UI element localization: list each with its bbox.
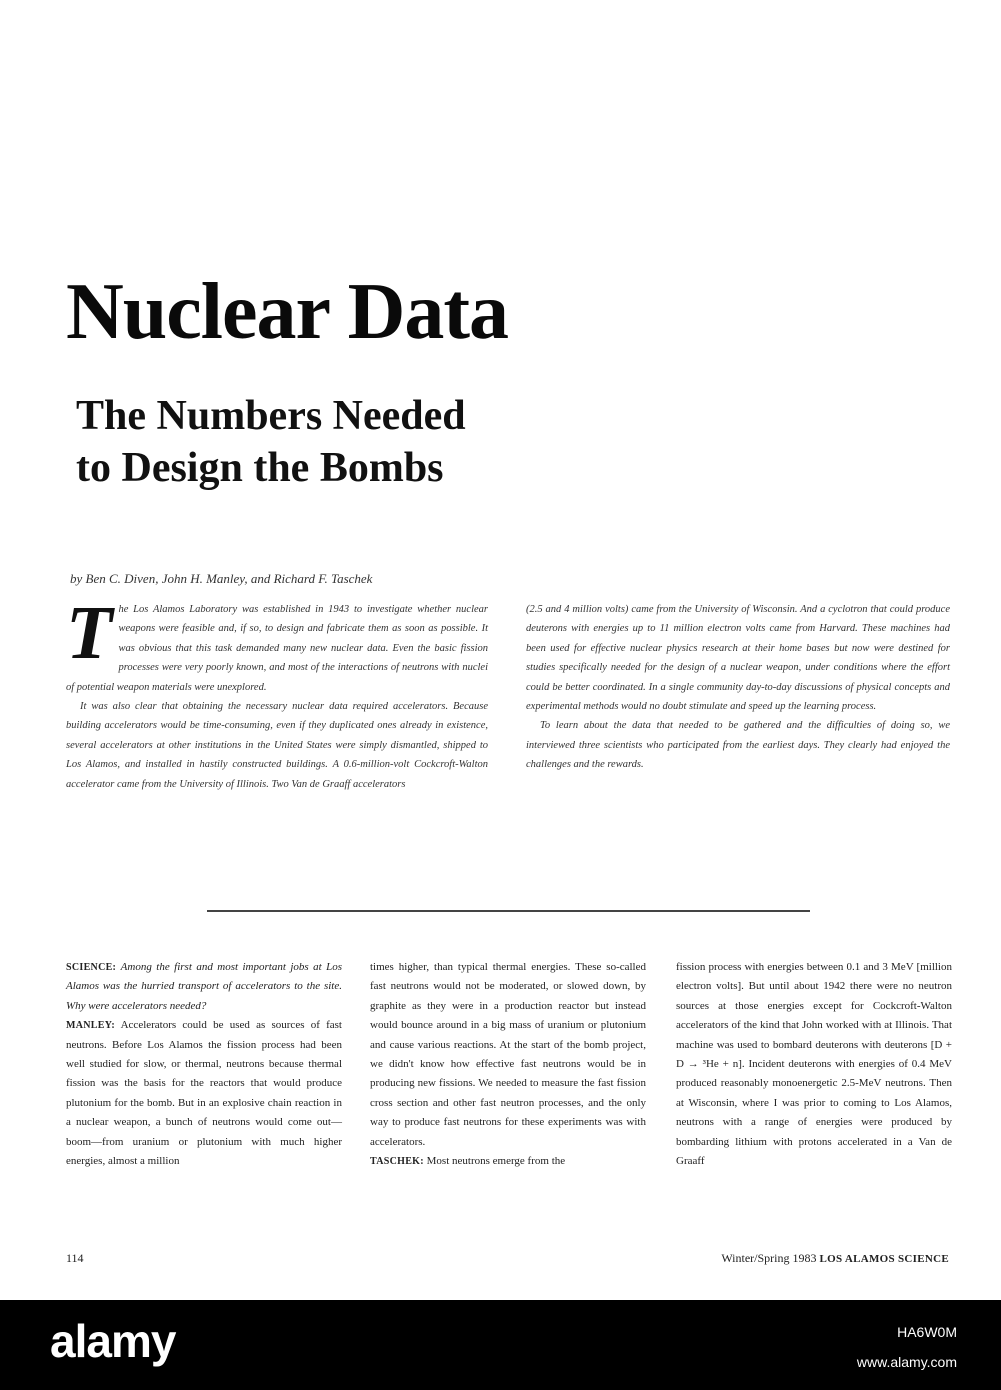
interview-column-1: [66, 958, 342, 1171]
issue-date: Winter/Spring 1983: [721, 1251, 817, 1265]
answer-taschek-continued: fission process with energies between 0.1 and 3 MeV [million electron volts]. But until about 1942 there were no neutron sources at those energies except for Cockcroft-Walton accelerators of the kind that John worked with at Illinois. That machine was used to bombard deuterons with deuterons [D + D → ³He + n]. Incident deuterons with energies of 0.4 MeV produced reasonably monoenergetic 2.5-MeV neutrons. Then at Wisconsin, where I was prior to coming to Los Alamos, neutrons with a range of energies were produced by bombarding lithium with protons accelerated in a Van de Graaff: [676, 961, 952, 1168]
subtitle-line-1: The Numbers Needed: [76, 393, 466, 439]
intro-paragraph-1: The Los Alamos Laboratory was established in 1943 to investigate whether nuclear weapons were feasible and, if so, to design and fabricate them as soon as possible. It was obvious that this task demanded many new nuclear data. Even the basic fission processes were very poorly known, and most of the interactions of neutrons with nuclei of potential weapon materials were unexplored.: [66, 591, 488, 693]
speaker-taschek: TASCHEK:: [370, 1156, 424, 1168]
issue-footer: [721, 1251, 949, 1266]
intro-column-left: [66, 591, 488, 794]
watermark-url: www.alamy.com: [856, 1354, 957, 1370]
byline: by Ben C. Diven, John H. Manley, and Richard F. Taschek: [70, 571, 373, 586]
drop-cap: T: [66, 591, 113, 675]
intro-column-right: [526, 600, 950, 775]
page-number: 114: [66, 1251, 84, 1265]
speaker-manley: MANLEY:: [66, 1020, 115, 1032]
intro-paragraph-2: It was also clear that obtaining the necessary nuclear data required accelerators. Because building accelerators would be time-consuming, even if they duplicated ones already in existence, several accelerators at other institutions in the United States were simply dismantled, shipped to Los Alamos, and installed in hastily constructed buildings. A 0.6-million-volt Cockcroft-Walton accelerator came from the University of Illinois. Two Van de Graaff accelerators: [66, 701, 488, 790]
interview-column-2: [370, 958, 646, 1171]
question-1: SCIENCE: Among the first and most important jobs at Los Alamos was the hurried transport of accelerators to the site. Why were accelerators needed?: [66, 961, 343, 1012]
magazine-name: LOS ALAMOS SCIENCE: [819, 1253, 949, 1265]
interview-column-3: [676, 958, 952, 1171]
subtitle-line-2: to Design the Bombs: [76, 445, 444, 491]
watermark-logo: alamy: [50, 1315, 176, 1367]
answer-manley-continued: times higher, than typical thermal energies. These so-called fast neutrons would not be moderated, or slowed down, by graphite as they were in a production reactor but instead would bounce around in a big mass of uranium or plutonium and cause various reactions. At the start of the bomb project, we didn't know how effective fast neutrons would be in producing new fissions. We needed to measure the fast fission cross section and other fast neutron processes, and the only way to produce fast neutrons for these experiments was with accelerators.: [370, 961, 646, 1148]
article-title: Nuclear Data: [66, 268, 508, 356]
article-subtitle: [76, 390, 466, 494]
image-id: HA6W0M: [897, 1324, 957, 1340]
intro-paragraph-4: To learn about the data that needed to be gathered and the difficulties of doing so, we interviewed three scientists who participated from the earliest days. They clearly had enjoyed the challenges and the rewards.: [526, 720, 950, 771]
speaker-science: SCIENCE:: [66, 962, 117, 973]
answer-taschek: TASCHEK: Most neutrons emerge from the: [370, 1155, 566, 1168]
intro-paragraph-3: (2.5 and 4 million volts) came from the University of Wisconsin. And a cyclotron that could produce deuterons with energies up to 11 million electron volts came from Harvard. These machines had been used for effective nuclear physics research at their home bases but now were destined for studies specifically needed for the design of a nuclear weapon, under conditions where the effort could be better coordinated. In a single community day-to-day discussions of physical concepts and experimental methods would no doubt stimulate and speed up the learning process.: [526, 604, 950, 713]
answer-manley: MANLEY: Accelerators could be used as sources of fast neutrons. Before Los Alamos the fission process had been well studied for slow, or thermal, neutrons because thermal fission was the basis for the reactors that would produce plutonium for the bomb. But in an explosive chain reaction in a nuclear weapon, a bunch of neutrons would come out—boom—from uranium or plutonium with much higher energies, almost a million: [66, 1019, 342, 1168]
section-divider: [207, 910, 810, 912]
